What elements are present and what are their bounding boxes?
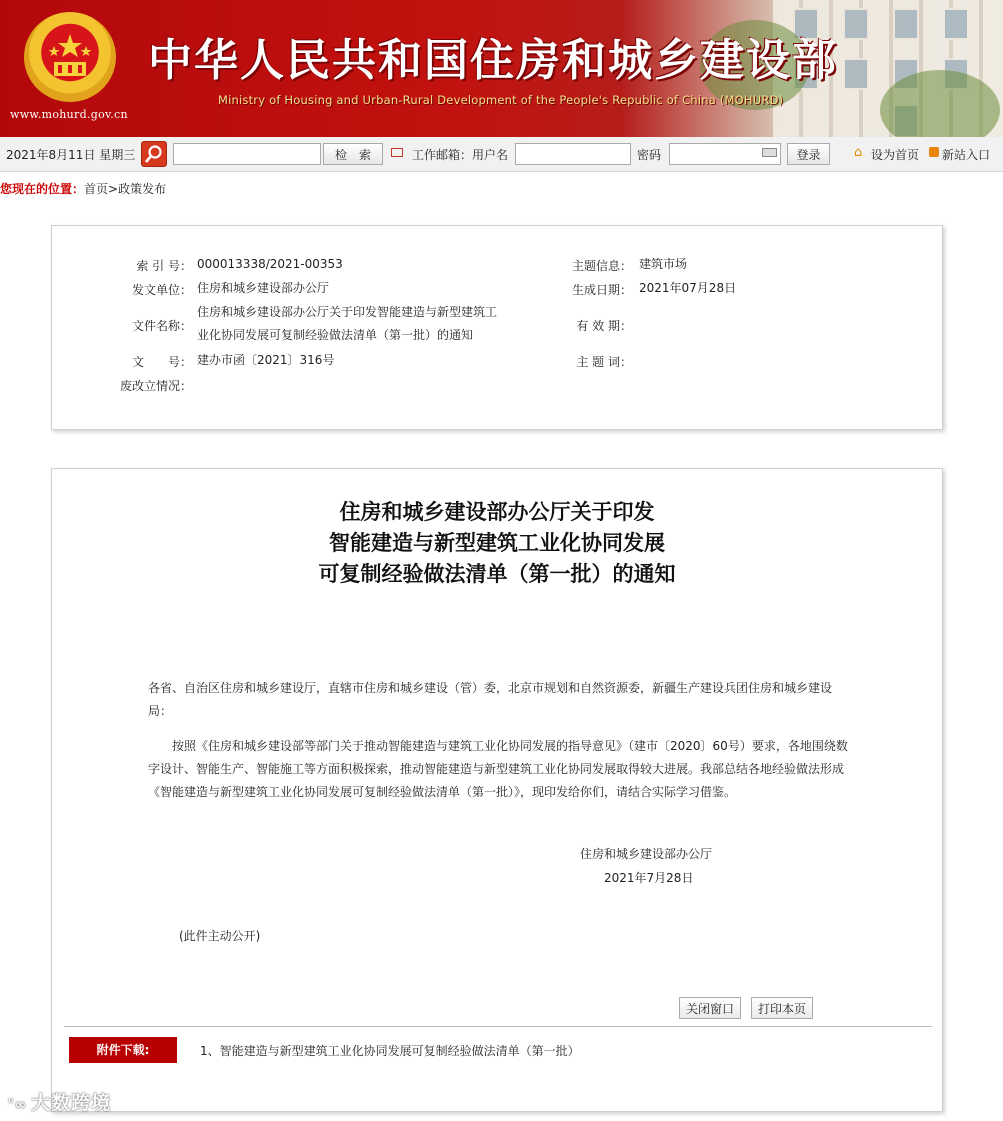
date-value: 2021年07月28日	[639, 281, 737, 295]
breadcrumb-home[interactable]: 首页	[84, 182, 109, 196]
document-title	[52, 497, 942, 590]
issuer-label: 发文单位：	[131, 283, 192, 297]
rss-icon	[929, 147, 939, 157]
site-banner	[0, 0, 1003, 137]
breadcrumb-current[interactable]: 政策发布	[118, 182, 167, 196]
date-label: 生成日期：	[571, 283, 632, 297]
document-signer: 住房和城乡建设部办公厅	[580, 847, 713, 861]
validity-label: 有 效 期：	[576, 319, 632, 333]
document-title-line: 可复制经验做法清单（第一批）的通知	[318, 562, 676, 586]
issuer-value: 住房和城乡建设部办公厅	[197, 281, 330, 295]
watermark-logo-icon: ᐡ∞	[8, 1097, 28, 1113]
national-emblem-icon	[24, 12, 116, 102]
docname-value: 住房和城乡建设部办公厅关于印发智能建造与新型建筑工业化协同发展可复制经验做法清单（第一批）的通知	[197, 305, 498, 342]
document-body-paragraph: 按照《住房和城乡建设部等部门关于推动智能建造与建筑工业化协同发展的指导意见》（建市〔2020〕60号）要求，各地围绕数字设计、智能生产、智能施工等方面积极探索，推动智能建造与新型建筑工业化协同发展取得较大进展。我部总结各地经验做法形成《智能建造与新型建筑工业化协同发展可复制经验做法清单（第一批）》，现印发给你们，请结合实际学习借鉴。	[148, 739, 848, 799]
breadcrumb-label: 您现在的位置：	[0, 182, 85, 196]
search-button[interactable]: 检 索	[323, 143, 383, 165]
new-site-link[interactable]: 新站入口	[942, 148, 991, 162]
document-title-line: 住房和城乡建设部办公厅关于印发	[339, 500, 655, 524]
print-page-button[interactable]: 打印本页	[751, 997, 813, 1019]
document-metadata-panel	[51, 225, 943, 430]
divider	[64, 1026, 932, 1027]
document-sign-date: 2021年7月28日	[604, 871, 694, 885]
attachment-download-link[interactable]: 1、智能建造与新型建筑工业化协同发展可复制经验做法清单（第一批）	[200, 1044, 580, 1058]
watermark-text: 大数跨境	[31, 1092, 112, 1114]
attachment-label: 附件下载:	[69, 1037, 177, 1063]
keywords-label: 主 题 词：	[576, 355, 632, 369]
login-button[interactable]: 登录	[787, 143, 830, 165]
mail-icon	[391, 148, 403, 157]
document-content-panel	[51, 468, 943, 1112]
docno-value: 建办市函〔2021〕316号	[197, 353, 335, 367]
site-url: www.mohurd.gov.cn	[10, 108, 128, 121]
set-homepage-link[interactable]: 设为首页	[871, 148, 920, 162]
index-value: 000013338/2021-00353	[197, 257, 343, 271]
breadcrumb-separator: >	[108, 182, 119, 196]
document-title-line: 智能建造与新型建筑工业化协同发展	[329, 531, 665, 555]
status-label: 废改立情况：	[119, 379, 192, 393]
site-title: 中华人民共和国住房和城乡建设部	[148, 35, 838, 86]
search-input[interactable]	[173, 143, 321, 165]
breadcrumb	[0, 180, 166, 197]
keyboard-icon[interactable]	[762, 148, 777, 157]
topic-label: 主题信息：	[571, 259, 632, 273]
username-input[interactable]	[515, 143, 631, 165]
current-date: 2021年8月11日 星期三	[6, 148, 136, 162]
search-icon[interactable]	[141, 141, 167, 167]
home-icon: ⌂	[854, 145, 863, 160]
publicity-note: (此件主动公开)	[179, 929, 261, 943]
document-addressee: 各省、自治区住房和城乡建设厅，直辖市住房和城乡建设（管）委，北京市规划和自然资源委，新疆生产建设兵团住房和城乡建设局：	[148, 681, 833, 718]
index-label: 索 引 号：	[136, 259, 192, 273]
close-window-button[interactable]: 关闭窗口	[679, 997, 741, 1019]
mail-username-label: 工作邮箱：用户名	[412, 148, 509, 162]
site-subtitle: Ministry of Housing and Urban-Rural Development of the People's Republic of China (MOHURD)	[218, 93, 784, 107]
watermark	[8, 1088, 111, 1115]
password-label: 密码	[637, 148, 662, 162]
docname-label: 文件名称：	[131, 319, 192, 333]
top-toolbar	[0, 137, 1003, 172]
topic-value: 建筑市场	[639, 257, 688, 271]
docno-label: 文 号：	[131, 355, 192, 369]
